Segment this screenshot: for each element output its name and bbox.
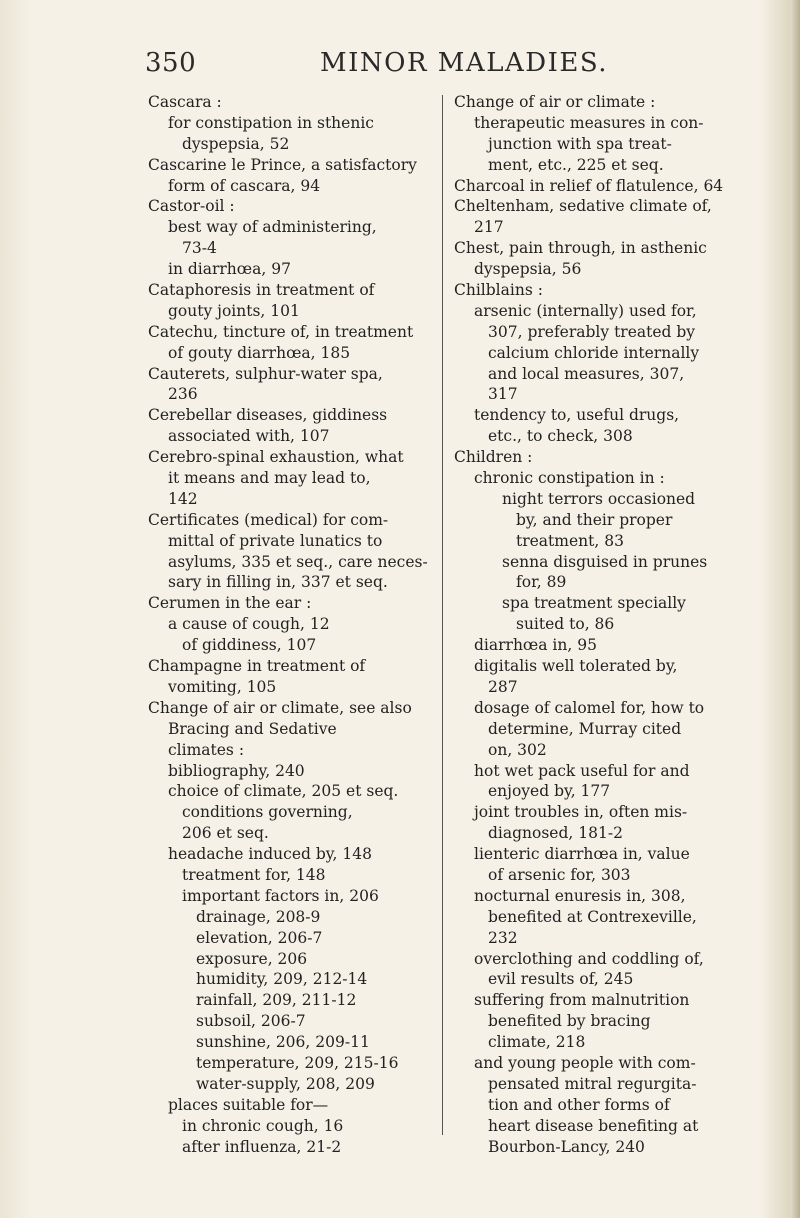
index-line: treatment for, 148 <box>182 865 326 884</box>
index-line: Cauterets, sulphur-water spa, <box>148 364 383 383</box>
index-line: Catechu, tincture of, in treatment <box>148 322 414 341</box>
index-line: benefited at Contrexeville, <box>488 907 697 926</box>
index-line: Cerebellar diseases, giddiness <box>148 406 388 425</box>
index-line: evil results of, 245 <box>488 970 634 989</box>
index-line: nocturnal enuresis in, 308, <box>474 886 686 905</box>
index-line: dosage of calomel for, how to <box>474 698 705 717</box>
index-line: important factors in, 206 <box>182 886 379 905</box>
index-line: treatment, 83 <box>516 531 624 550</box>
index-line: water-supply, 208, 209 <box>196 1074 375 1093</box>
index-line: vomiting, 105 <box>168 677 277 696</box>
page-number: 350 <box>145 48 197 78</box>
index-line: diagnosed, 181-2 <box>488 824 623 843</box>
index-line: Change of air or climate, see also <box>148 698 412 717</box>
index-line: sunshine, 206, 209-11 <box>196 1033 370 1052</box>
index-line: drainage, 208-9 <box>196 907 321 926</box>
index-line: Cheltenham, sedative climate of, <box>454 197 712 216</box>
index-line: dyspepsia, 52 <box>182 134 290 153</box>
index-line: spa treatment specially <box>502 594 686 613</box>
index-line: benefited by bracing <box>488 1012 651 1031</box>
index-line: bibliography, 240 <box>168 761 305 780</box>
index-line: by, and their proper <box>516 510 673 529</box>
index-line: and young people with com- <box>474 1053 696 1072</box>
index-line: Charcoal in relief of flatulence, 64 <box>454 176 724 195</box>
index-line: Champagne in treatment of <box>148 657 366 676</box>
index-line: junction with spa treat- <box>488 134 672 153</box>
index-line: enjoyed by, 177 <box>488 782 611 801</box>
page-header <box>145 48 705 88</box>
index-line: etc., to check, 308 <box>488 427 633 446</box>
index-line: headache induced by, 148 <box>168 845 372 864</box>
index-line: ment, etc., 225 et seq. <box>488 155 664 174</box>
index-line: Cascarine le Prince, a satisfactory <box>148 155 417 174</box>
index-line: of arsenic for, 303 <box>488 865 631 884</box>
index-line: rainfall, 209, 211-12 <box>196 991 357 1010</box>
index-line: temperature, 209, 215-16 <box>196 1053 399 1072</box>
index-line: Cerebro-spinal exhaustion, what <box>148 448 404 467</box>
index-line: Certificates (medical) for com- <box>148 510 389 529</box>
index-line: of giddiness, 107 <box>182 636 317 655</box>
index-line: sary in filling in, 337 et seq. <box>168 573 388 592</box>
index-line: Chilblains : <box>454 281 543 300</box>
index-line: 73-4 <box>182 239 217 258</box>
index-line: digitalis well tolerated by, <box>474 657 678 676</box>
index-line: therapeutic measures in con- <box>474 113 704 132</box>
index-line: gouty joints, 101 <box>168 301 300 320</box>
index-line: Children : <box>454 448 533 467</box>
index-line: best way of administering, <box>168 218 377 237</box>
index-line: diarrhœa in, 95 <box>474 636 597 655</box>
index-line: suffering from malnutrition <box>474 991 690 1010</box>
index-column-right <box>454 92 754 1157</box>
index-line: associated with, 107 <box>168 427 330 446</box>
index-line: arsenic (internally) used for, <box>474 301 697 320</box>
index-line: pensated mitral regurgita- <box>488 1074 697 1093</box>
index-line: of gouty diarrhœa, 185 <box>168 343 351 362</box>
index-line: dyspepsia, 56 <box>474 260 582 279</box>
index-line: Bourbon-Lancy, 240 <box>488 1137 645 1156</box>
index-line: tion and other forms of <box>488 1095 670 1114</box>
index-line: places suitable for— <box>168 1095 329 1114</box>
index-line: climates : <box>168 740 245 759</box>
index-line: Chest, pain through, in asthenic <box>454 239 707 258</box>
index-line: 206 et seq. <box>182 824 269 843</box>
index-line: night terrors occasioned <box>502 489 696 508</box>
index-line: and local measures, 307, <box>488 364 685 383</box>
index-line: Change of air or climate : <box>454 93 656 111</box>
column-divider <box>442 95 443 1135</box>
index-line: on, 302 <box>488 740 547 759</box>
index-line: tendency to, useful drugs, <box>474 406 680 425</box>
index-line: 142 <box>168 489 198 508</box>
index-line: suited to, 86 <box>516 615 615 634</box>
index-line: form of cascara, 94 <box>168 176 321 195</box>
running-title: MINOR MALADIES. <box>320 48 608 78</box>
index-line: determine, Murray cited <box>488 719 682 738</box>
index-line: subsoil, 206-7 <box>196 1012 306 1031</box>
index-line: asylums, 335 et seq., care neces- <box>168 552 428 571</box>
index-line: choice of climate, 205 et seq. <box>168 782 399 801</box>
index-line: mittal of private lunatics to <box>168 531 383 550</box>
index-line: conditions governing, <box>182 803 353 822</box>
index-line: 217 <box>474 218 504 237</box>
page-edge <box>790 0 800 1218</box>
index-column-left <box>148 92 433 1157</box>
index-line: elevation, 206-7 <box>196 928 323 947</box>
index-line: for, 89 <box>516 573 567 592</box>
index-line: Castor-oil : <box>148 197 235 216</box>
index-line: chronic constipation in : <box>474 469 665 488</box>
index-line: 317 <box>488 385 518 404</box>
index-line: 236 <box>168 385 198 404</box>
index-line: it means and may lead to, <box>168 469 371 488</box>
index-line: in diarrhœa, 97 <box>168 260 291 279</box>
index-line: exposure, 206 <box>196 949 308 968</box>
index-line: joint troubles in, often mis- <box>474 803 688 822</box>
index-line: after influenza, 21-2 <box>182 1137 342 1156</box>
index-line: Cerumen in the ear : <box>148 594 312 613</box>
index-line: Cataphoresis in treatment of <box>148 281 375 300</box>
index-line: climate, 218 <box>488 1033 586 1052</box>
index-line: heart disease benefiting at <box>488 1116 699 1135</box>
index-line: Bracing and Sedative <box>168 719 337 738</box>
index-line: for constipation in sthenic <box>168 113 374 132</box>
index-line: 307, preferably treated by <box>488 322 696 341</box>
index-line: a cause of cough, 12 <box>168 615 330 634</box>
index-line: hot wet pack useful for and <box>474 761 690 780</box>
index-line: overclothing and coddling of, <box>474 949 704 968</box>
index-line: in chronic cough, 16 <box>182 1116 344 1135</box>
index-line: calcium chloride internally <box>488 343 700 362</box>
index-line: humidity, 209, 212-14 <box>196 970 368 989</box>
index-line: 287 <box>488 677 518 696</box>
index-line: 232 <box>488 928 518 947</box>
index-line: Cascara : <box>148 93 222 111</box>
index-line: senna disguised in prunes <box>502 552 708 571</box>
index-line: lienteric diarrhœa in, value <box>474 845 690 864</box>
